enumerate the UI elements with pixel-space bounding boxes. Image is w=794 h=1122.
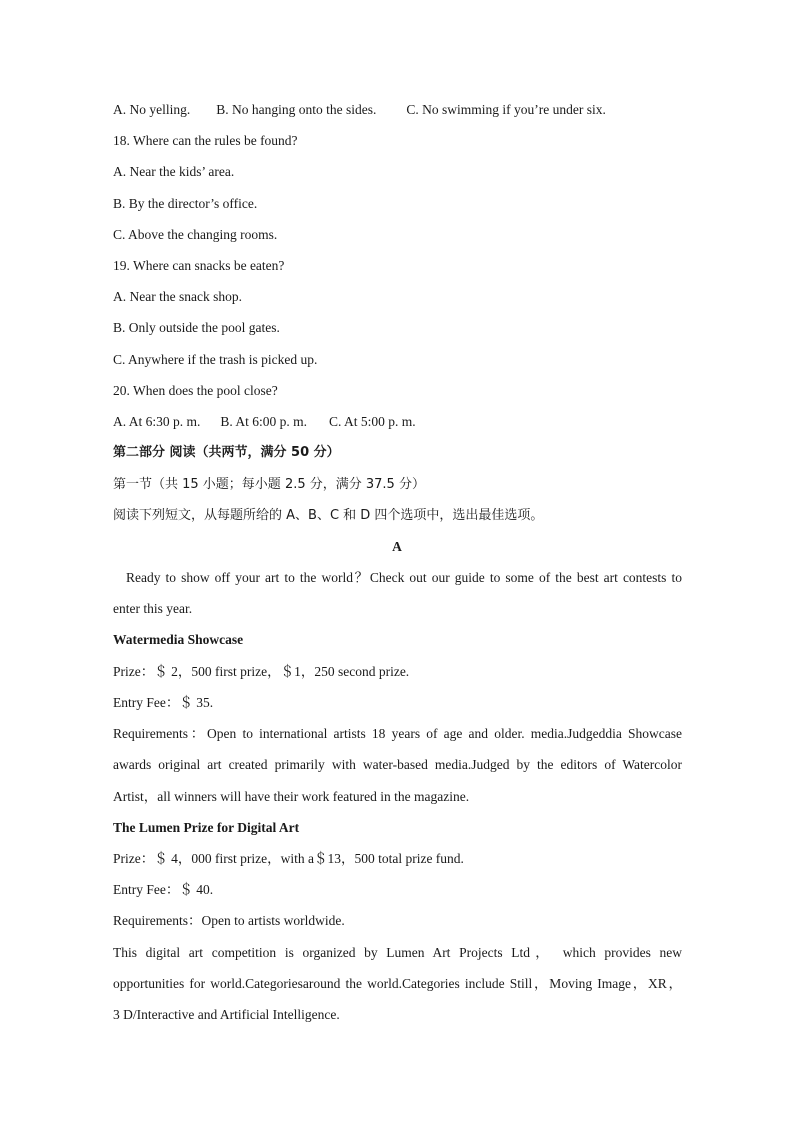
q20-option-c: C. At 5:00 p. m. bbox=[329, 414, 416, 429]
q20-question: 20. When does the pool close? bbox=[113, 383, 278, 398]
q17-option-a: A. No yelling. bbox=[113, 102, 191, 117]
q19-option-a: A. Near the snack shop. bbox=[113, 289, 242, 304]
contest2-desc-line-1: This digital art competition is organized by Lumen Art Projects Ltd， which provides new bbox=[113, 945, 682, 960]
contest2-prize: Prize：＄ 4，000 first prize，with a＄13，500 total prize fund. bbox=[113, 851, 464, 866]
contest1-prize: Prize：＄ 2，500 first prize，＄1，250 second prize. bbox=[113, 664, 410, 679]
q17-option-b: B. No hanging onto the sides. bbox=[216, 102, 377, 117]
q18-option-a: A. Near the kids’ area. bbox=[113, 164, 235, 179]
q17-option-c: C. No swimming if you’re under six. bbox=[406, 102, 606, 117]
contest1-req-line-3: Artist，all winners will have their work featured in the magazine. bbox=[113, 789, 470, 804]
q18-option-c: C. Above the changing rooms. bbox=[113, 227, 278, 242]
part2-heading: 第二部分 阅读（共两节，满分 50 分） bbox=[113, 445, 340, 460]
q18-question: 18. Where can the rules be found? bbox=[113, 133, 298, 148]
contest2-req: Requirements：Open to artists worldwide. bbox=[113, 913, 345, 928]
q19-question: 19. Where can snacks be eaten? bbox=[113, 258, 285, 273]
intro-line-1: Ready to show off your art to the world？Check out our guide to some of the best art contests to bbox=[126, 570, 682, 585]
section1-heading: 第一节（共 15 小题；每小题 2.5 分，满分 37.5 分） bbox=[113, 477, 425, 492]
contest1-title: Watermedia Showcase bbox=[113, 632, 244, 647]
q18-option-b: B. By the director’s office. bbox=[113, 196, 258, 211]
reading-instruction: 阅读下列短文，从每题所给的 A、B、C 和 D 四个选项中，选出最佳选项。 bbox=[113, 508, 544, 523]
contest2-desc-line-2: opportunities for world.Categoriesaround the world.Categories include Still，Moving Image，XR， bbox=[113, 976, 682, 991]
q17-options-row bbox=[113, 101, 606, 119]
contest1-req-line-1: Requirements：Open to international artists 18 years of age and older. media.Judgeddia Showcase bbox=[113, 726, 682, 741]
q19-option-b: B. Only outside the pool gates. bbox=[113, 320, 280, 335]
q20-option-b: B. At 6:00 p. m. bbox=[220, 414, 308, 429]
contest2-desc-line-3: 3 D/Interactive and Artificial Intelligence. bbox=[113, 1007, 340, 1022]
contest1-req-line-2: awards original art created primarily with water-based media.Judged by the editors of Watercolor bbox=[113, 757, 682, 772]
q20-option-a: A. At 6:30 p. m. bbox=[113, 414, 201, 429]
q19-option-c: C. Anywhere if the trash is picked up. bbox=[113, 352, 318, 367]
contest1-fee: Entry Fee：＄ 35. bbox=[113, 695, 214, 710]
intro-line-2: enter this year. bbox=[113, 601, 193, 616]
q20-options-row bbox=[113, 413, 416, 431]
passage-label: A bbox=[392, 539, 402, 554]
contest2-fee: Entry Fee：＄ 40. bbox=[113, 882, 214, 897]
contest2-title: The Lumen Prize for Digital Art bbox=[113, 820, 300, 835]
